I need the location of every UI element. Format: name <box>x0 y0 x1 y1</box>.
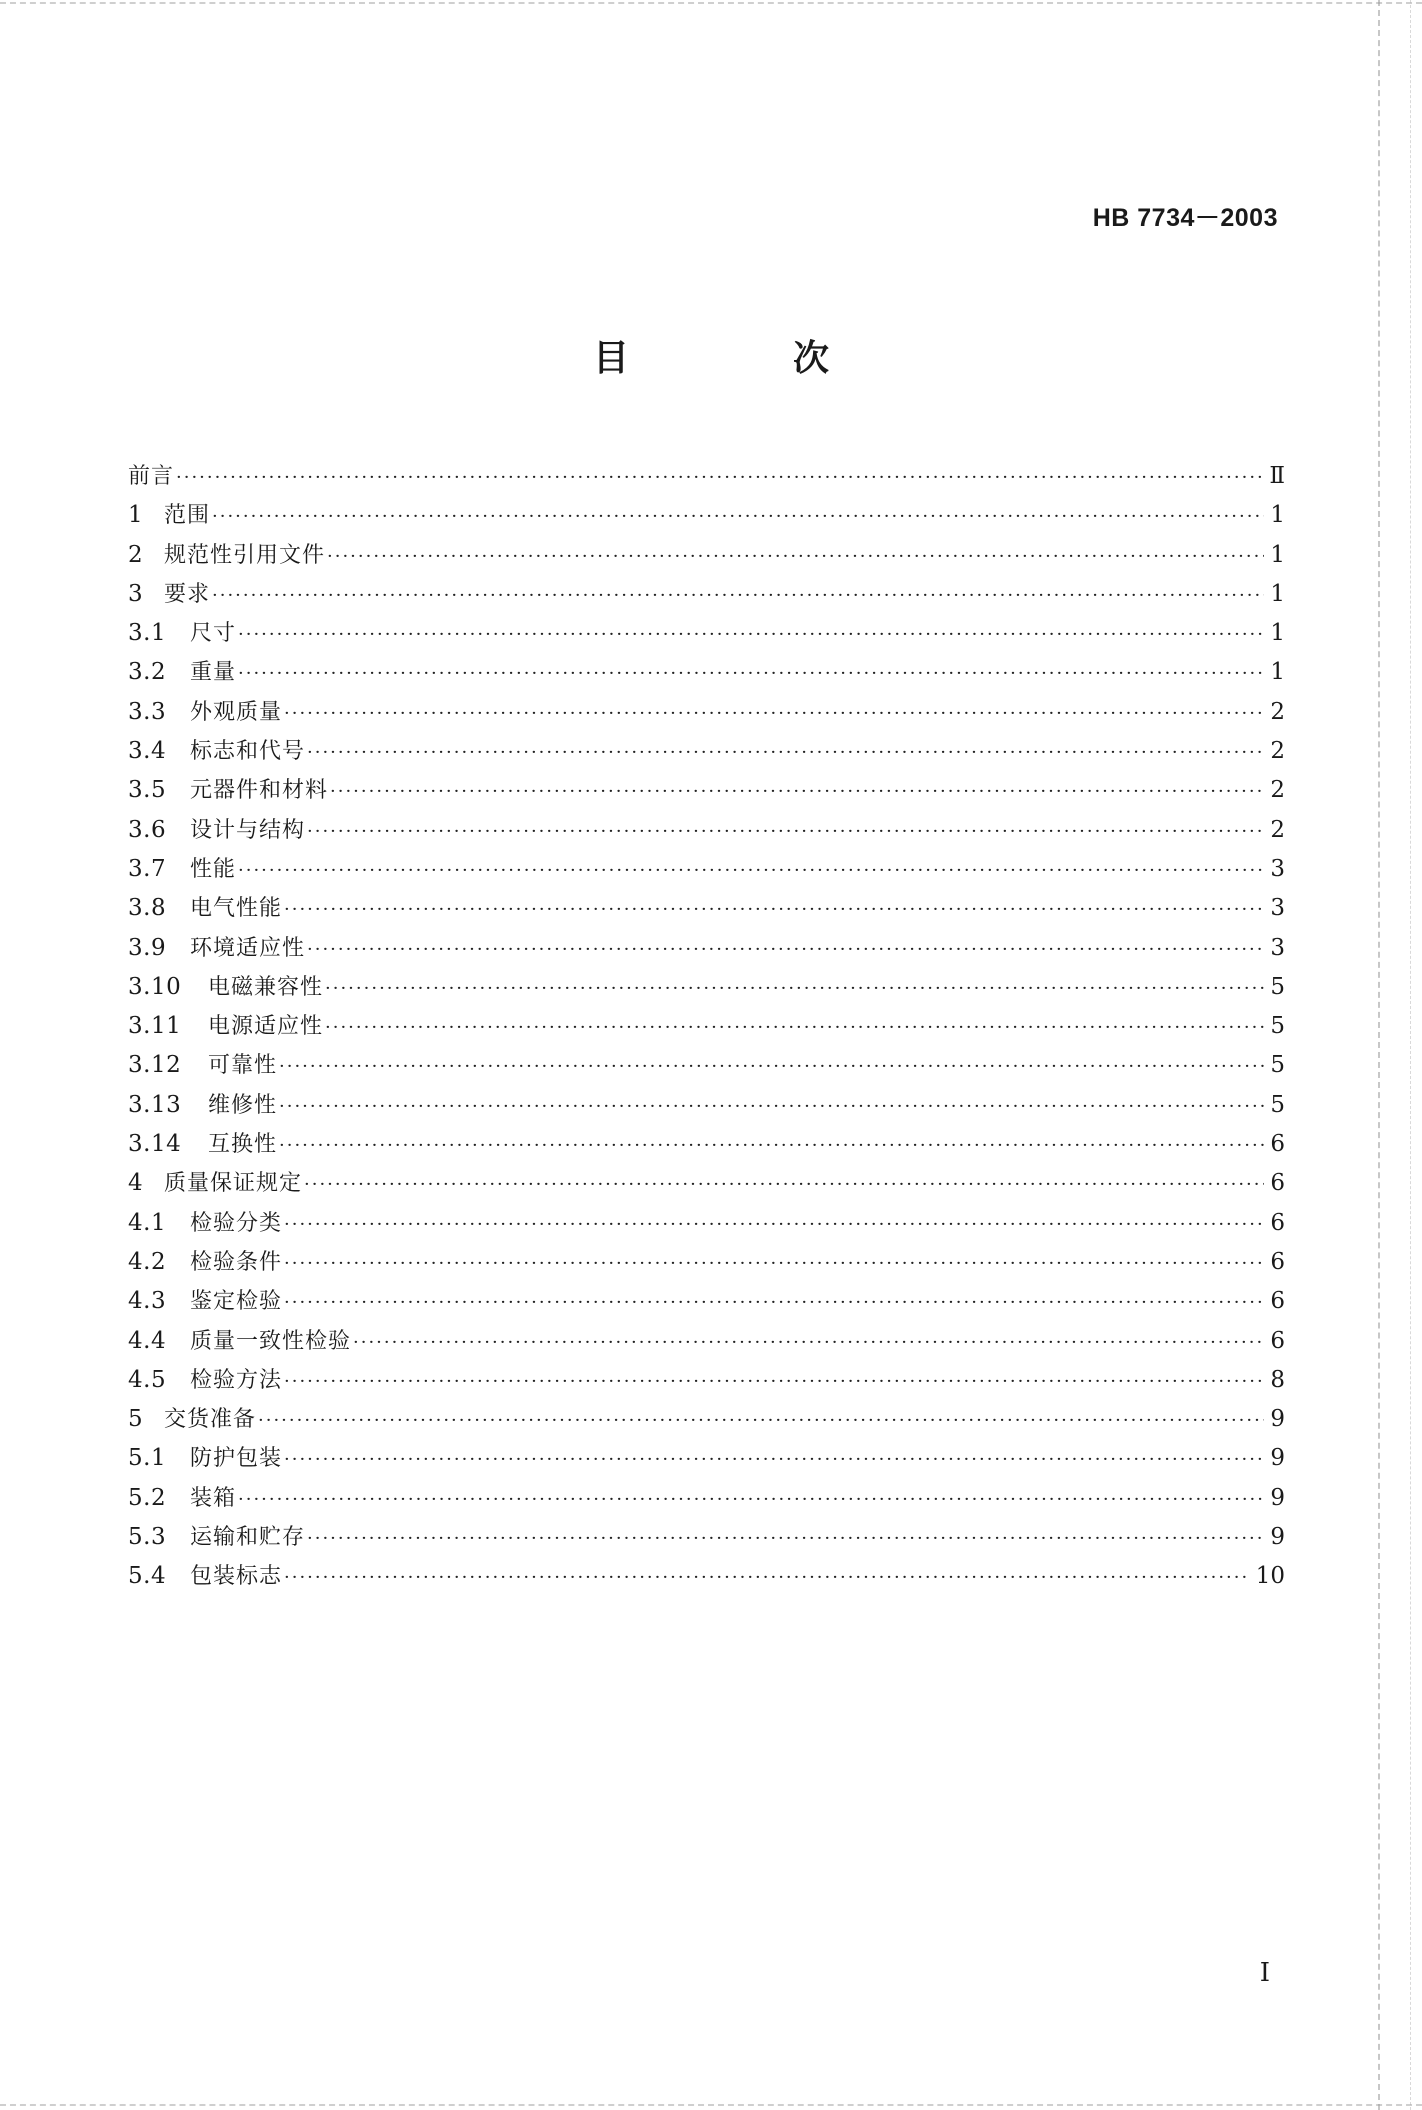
toc-entry-label: 性能 <box>190 856 237 882</box>
toc-entry-number: 3.13 <box>128 1091 182 1118</box>
toc-entry-label: 检验方法 <box>190 1367 283 1393</box>
toc-entry-page: 8 <box>1270 1366 1285 1393</box>
toc-leader-dots <box>212 585 1264 606</box>
toc-entry-page: 2 <box>1270 777 1285 804</box>
toc-leader-dots <box>284 1371 1264 1392</box>
toc-entry <box>128 1127 1285 1166</box>
toc-entry-number: 4.1 <box>128 1209 167 1236</box>
toc-entry <box>128 852 1285 891</box>
toc-entry <box>128 1402 1285 1441</box>
toc-entry <box>128 1206 1285 1245</box>
toc-entry-label: 防护包装 <box>190 1446 283 1472</box>
toc-entry-page: 5 <box>1270 1091 1285 1118</box>
toc-entry-page: 1 <box>1270 659 1285 686</box>
toc-entry-number: 4.2 <box>128 1248 167 1275</box>
toc-entry-page: 9 <box>1270 1524 1285 1551</box>
toc-entry-number: 3.7 <box>128 855 167 882</box>
toc-entry-page: 2 <box>1270 698 1285 725</box>
toc-entry-label: 维修性 <box>208 1092 278 1118</box>
toc-entry-page: 1 <box>1270 580 1285 607</box>
toc-entry-number: 3.1 <box>128 620 167 647</box>
toc-leader-dots <box>307 742 1264 763</box>
toc-entry-page: Ⅱ <box>1269 463 1285 489</box>
toc-entry-label: 包装标志 <box>190 1564 283 1590</box>
toc-leader-dots <box>258 1410 1264 1431</box>
toc-leader-dots <box>238 663 1264 684</box>
toc-entry <box>128 970 1285 1009</box>
toc-entry-label: 检验条件 <box>190 1249 283 1275</box>
toc-entry <box>128 1481 1285 1520</box>
toc-leader-dots <box>325 978 1264 999</box>
toc-entry-number: 3.9 <box>128 934 167 961</box>
standard-code: HB 7734－2003 <box>1092 204 1278 232</box>
toc-entry-number: 3.12 <box>128 1052 182 1079</box>
toc-entry-page: 6 <box>1270 1131 1285 1158</box>
toc-entry-number: 3.4 <box>128 738 167 765</box>
toc-leader-dots <box>307 939 1264 960</box>
toc-entry-number: 5.3 <box>128 1524 167 1551</box>
toc-entry <box>128 577 1285 616</box>
toc-leader-dots <box>307 1528 1264 1549</box>
toc-leader-dots <box>284 1292 1264 1313</box>
toc-entry-number: 4 <box>128 1170 144 1197</box>
toc-entry <box>128 1088 1285 1127</box>
toc-entry <box>128 1324 1285 1363</box>
toc-entry-label: 质量保证规定 <box>164 1171 303 1197</box>
toc-title: 目 次 <box>592 338 893 379</box>
toc-entry-label: 标志和代号 <box>190 739 306 765</box>
toc-entry <box>128 773 1285 812</box>
toc-entry-page: 5 <box>1270 1052 1285 1079</box>
scan-edge-bottom <box>0 2104 1422 2106</box>
toc-entry-page: 2 <box>1270 816 1285 843</box>
toc-leader-dots <box>238 1489 1264 1510</box>
toc-entry-label: 电气性能 <box>190 896 283 922</box>
toc-leader-dots <box>325 1017 1264 1038</box>
toc-entry <box>128 538 1285 577</box>
toc-entry-page: 9 <box>1270 1406 1285 1433</box>
toc-entry-label: 尺寸 <box>190 621 237 647</box>
toc-entry-number: 4.4 <box>128 1327 167 1354</box>
toc-leader-dots <box>279 1096 1264 1117</box>
page-number: I <box>1259 1958 1270 1988</box>
toc-entry <box>128 1009 1285 1048</box>
toc-entry <box>128 1166 1285 1205</box>
toc-leader-dots <box>238 624 1264 645</box>
toc-entry-label: 检验分类 <box>190 1210 283 1236</box>
toc-leader-dots <box>284 703 1264 724</box>
toc-entry-page: 1 <box>1270 502 1285 529</box>
toc-entry-page: 5 <box>1270 1013 1285 1040</box>
toc-entry-page: 6 <box>1270 1170 1285 1197</box>
toc-entry-number: 3.3 <box>128 698 167 725</box>
toc-entry-number: 5 <box>128 1406 144 1433</box>
toc-entry-page: 2 <box>1270 738 1285 765</box>
scan-edge-right-outer <box>1410 0 1411 2110</box>
toc-entry-number: 3.11 <box>128 1013 182 1040</box>
toc-entry-page: 3 <box>1270 934 1285 961</box>
toc-entry-page: 6 <box>1270 1327 1285 1354</box>
toc-entry-page: 9 <box>1270 1445 1285 1472</box>
toc-entry <box>128 1284 1285 1323</box>
toc-leader-dots <box>238 860 1264 881</box>
toc-entry-label: 电磁兼容性 <box>208 974 324 1000</box>
toc-entry-page: 6 <box>1270 1288 1285 1315</box>
toc-entry-label: 电源适应性 <box>208 1014 324 1040</box>
toc-entry-page: 1 <box>1270 541 1285 568</box>
toc-entry-page: 6 <box>1270 1209 1285 1236</box>
toc-entry-number: 3.8 <box>128 895 167 922</box>
toc-entry <box>128 1245 1285 1284</box>
toc-entry <box>128 1441 1285 1480</box>
toc-entry-label: 重量 <box>190 660 237 686</box>
toc-entry-number: 5.4 <box>128 1563 167 1590</box>
toc-entry-label: 要求 <box>164 581 211 607</box>
toc-entry-label: 鉴定检验 <box>190 1289 283 1315</box>
toc-entry-number: 2 <box>128 541 144 568</box>
table-of-contents <box>128 459 1285 1599</box>
toc-entry-label: 交货准备 <box>164 1407 257 1433</box>
scan-edge-top <box>0 2 1422 4</box>
toc-entry <box>128 1559 1285 1598</box>
toc-entry-page: 3 <box>1270 855 1285 882</box>
toc-leader-dots <box>279 1135 1264 1156</box>
toc-entry-label: 互换性 <box>208 1132 278 1158</box>
toc-entry <box>128 931 1285 970</box>
toc-entry-number: 3.2 <box>128 659 167 686</box>
toc-leader-dots <box>176 467 1263 488</box>
toc-entry <box>128 1363 1285 1402</box>
toc-entry <box>128 695 1285 734</box>
toc-entry-label: 范围 <box>164 503 211 529</box>
toc-entry-label: 设计与结构 <box>190 817 306 843</box>
toc-entry-number: 3.10 <box>128 973 182 1000</box>
toc-entry <box>128 1520 1285 1559</box>
toc-entry <box>128 891 1285 930</box>
toc-entry-number: 3.14 <box>128 1131 182 1158</box>
toc-entry <box>128 498 1285 537</box>
toc-entry-page: 5 <box>1270 973 1285 1000</box>
toc-entry <box>128 813 1285 852</box>
toc-leader-dots <box>304 1174 1264 1195</box>
toc-leader-dots <box>212 506 1264 527</box>
toc-leader-dots <box>353 1332 1264 1353</box>
toc-entry <box>128 655 1285 694</box>
toc-entry-page: 1 <box>1270 620 1285 647</box>
toc-entry-number: 1 <box>128 502 144 529</box>
toc-leader-dots <box>284 1214 1264 1235</box>
toc-leader-dots <box>284 1567 1250 1588</box>
toc-entry <box>128 1048 1285 1087</box>
toc-entry-label: 外观质量 <box>190 699 283 725</box>
scan-edge-right <box>1378 0 1380 2110</box>
toc-entry-label: 质量一致性检验 <box>190 1328 352 1354</box>
toc-entry <box>128 734 1285 773</box>
toc-entry <box>128 459 1285 498</box>
toc-leader-dots <box>307 821 1264 842</box>
toc-entry-number: 4.3 <box>128 1288 167 1315</box>
toc-leader-dots <box>327 546 1264 567</box>
toc-entry-number: 5.2 <box>128 1484 167 1511</box>
toc-entry-number: 3 <box>128 580 144 607</box>
toc-entry-label: 规范性引用文件 <box>164 542 326 568</box>
toc-entry-number: 3.6 <box>128 816 167 843</box>
toc-entry-label: 前言 <box>128 464 175 489</box>
toc-entry-label: 环境适应性 <box>190 935 306 961</box>
toc-entry-label: 可靠性 <box>208 1053 278 1079</box>
toc-entry-label: 运输和贮存 <box>190 1525 306 1551</box>
toc-entry-number: 5.1 <box>128 1445 167 1472</box>
toc-leader-dots <box>330 781 1264 802</box>
toc-entry-page: 9 <box>1270 1484 1285 1511</box>
toc-entry-label: 装箱 <box>190 1485 237 1511</box>
toc-leader-dots <box>284 899 1264 920</box>
toc-leader-dots <box>284 1449 1264 1470</box>
toc-entry-number: 3.5 <box>128 777 167 804</box>
toc-entry-page: 6 <box>1270 1248 1285 1275</box>
toc-entry-label: 元器件和材料 <box>190 778 329 804</box>
toc-entry-number: 4.5 <box>128 1366 167 1393</box>
toc-entry <box>128 616 1285 655</box>
toc-entry-page: 10 <box>1255 1563 1285 1590</box>
toc-entry-page: 3 <box>1270 895 1285 922</box>
toc-leader-dots <box>279 1056 1264 1077</box>
toc-leader-dots <box>284 1253 1264 1274</box>
